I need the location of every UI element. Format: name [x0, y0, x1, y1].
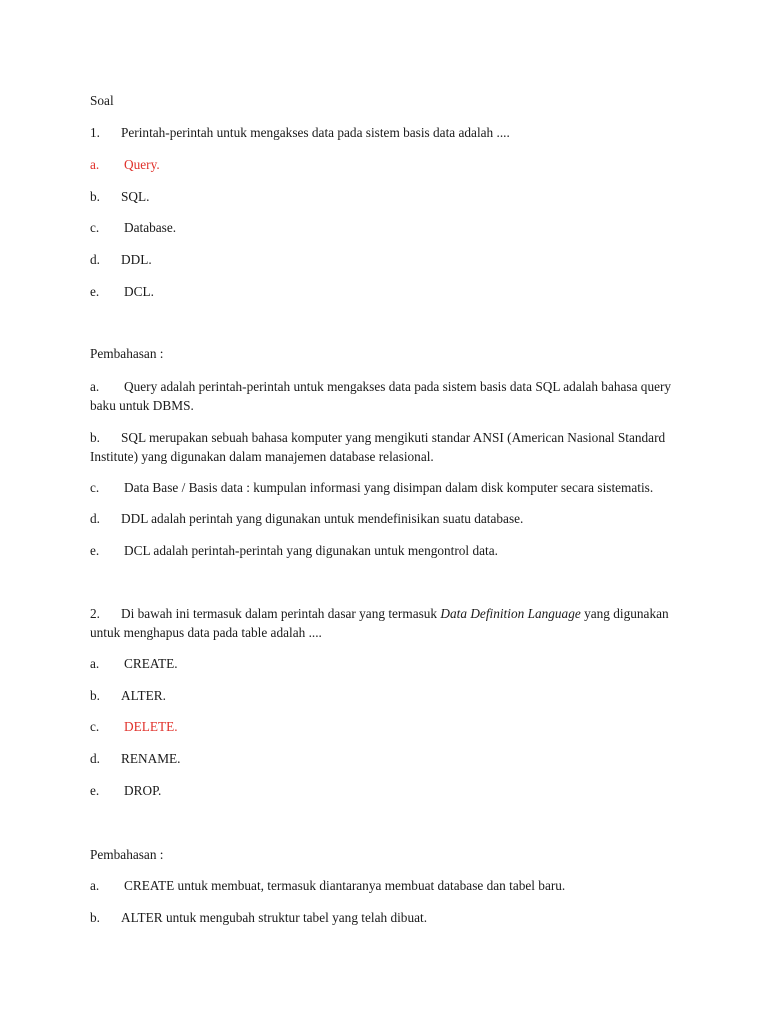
- discussion-marker: e.: [90, 543, 100, 558]
- question-text-end: yang digunakan untuk menghapus data pada table adalah ....: [90, 606, 669, 640]
- question-number: 1.: [90, 125, 100, 140]
- option-item: [90, 283, 154, 301]
- question-1: [90, 124, 510, 142]
- discussion-item: [90, 542, 498, 560]
- discussion-marker: a.: [90, 379, 100, 394]
- discussion-text: DCL adalah perintah-perintah yang digunakan untuk mengontrol data.: [124, 543, 498, 558]
- discussion-heading: Pembahasan :: [90, 847, 164, 862]
- option-text: CREATE.: [124, 656, 178, 671]
- question-number: 2.: [90, 606, 100, 621]
- option-marker: d.: [90, 751, 100, 766]
- discussion-item: [90, 877, 565, 895]
- option-marker: a.: [90, 656, 100, 671]
- discussion-text: CREATE untuk membuat, termasuk diantaranya membuat database dan tabel baru.: [124, 878, 566, 893]
- question-2: [90, 604, 680, 642]
- option-item-correct: [90, 156, 160, 174]
- discussion-item: [90, 377, 680, 415]
- question-text: Di bawah ini termasuk dalam perintah dasar yang termasuk: [121, 606, 441, 621]
- option-item: [90, 655, 178, 673]
- discussion-text: ALTER untuk mengubah struktur tabel yang telah dibuat.: [121, 910, 428, 925]
- question-text: Perintah-perintah untuk mengakses data pada sistem basis data adalah ....: [121, 125, 510, 140]
- option-text: Query.: [124, 157, 160, 172]
- option-text: SQL.: [121, 189, 150, 204]
- option-text: DDL.: [121, 252, 152, 267]
- option-marker: c.: [90, 719, 100, 734]
- option-text: RENAME.: [121, 751, 181, 766]
- option-text: Database.: [124, 220, 177, 235]
- discussion-marker: c.: [90, 480, 100, 495]
- discussion-item: [90, 909, 427, 927]
- option-marker: c.: [90, 220, 100, 235]
- option-item: [90, 251, 152, 269]
- option-text: DCL.: [124, 284, 154, 299]
- option-marker: e.: [90, 783, 100, 798]
- option-text: DROP.: [124, 783, 162, 798]
- option-item: [90, 782, 161, 800]
- discussion-marker: b.: [90, 430, 100, 445]
- discussion-marker: a.: [90, 878, 100, 893]
- option-text: ALTER.: [121, 688, 166, 703]
- discussion-item: [90, 428, 680, 466]
- discussion-marker: d.: [90, 511, 100, 526]
- discussion-text: Query adalah perintah-perintah untuk mengakses data pada sistem basis data SQL adalah bahasa query baku untuk DBMS.: [90, 379, 672, 413]
- option-item-correct: [90, 718, 178, 736]
- option-marker: b.: [90, 189, 100, 204]
- discussion-text: SQL merupakan sebuah bahasa komputer yang mengikuti standar ANSI (American Nasional Standard Institute) yang digunakan dalam manajemen database relasional.: [90, 430, 666, 464]
- discussion-item: [90, 510, 523, 528]
- option-marker: d.: [90, 252, 100, 267]
- option-item: [90, 750, 180, 768]
- discussion-heading: Pembahasan :: [90, 346, 164, 361]
- option-marker: a.: [90, 157, 100, 172]
- option-item: [90, 219, 176, 237]
- option-marker: b.: [90, 688, 100, 703]
- option-marker: e.: [90, 284, 100, 299]
- discussion-text: DDL adalah perintah yang digunakan untuk mendefinisikan suatu database.: [121, 511, 524, 526]
- option-item: [90, 188, 149, 206]
- discussion-marker: b.: [90, 910, 100, 925]
- discussion-text: Data Base / Basis data : kumpulan informasi yang disimpan dalam disk komputer secara sistematis.: [124, 480, 654, 495]
- option-text: DELETE.: [124, 719, 178, 734]
- discussion-item: [90, 479, 653, 497]
- question-term: Data Definition Language: [440, 606, 581, 621]
- section-heading: Soal: [90, 93, 114, 108]
- option-item: [90, 687, 166, 705]
